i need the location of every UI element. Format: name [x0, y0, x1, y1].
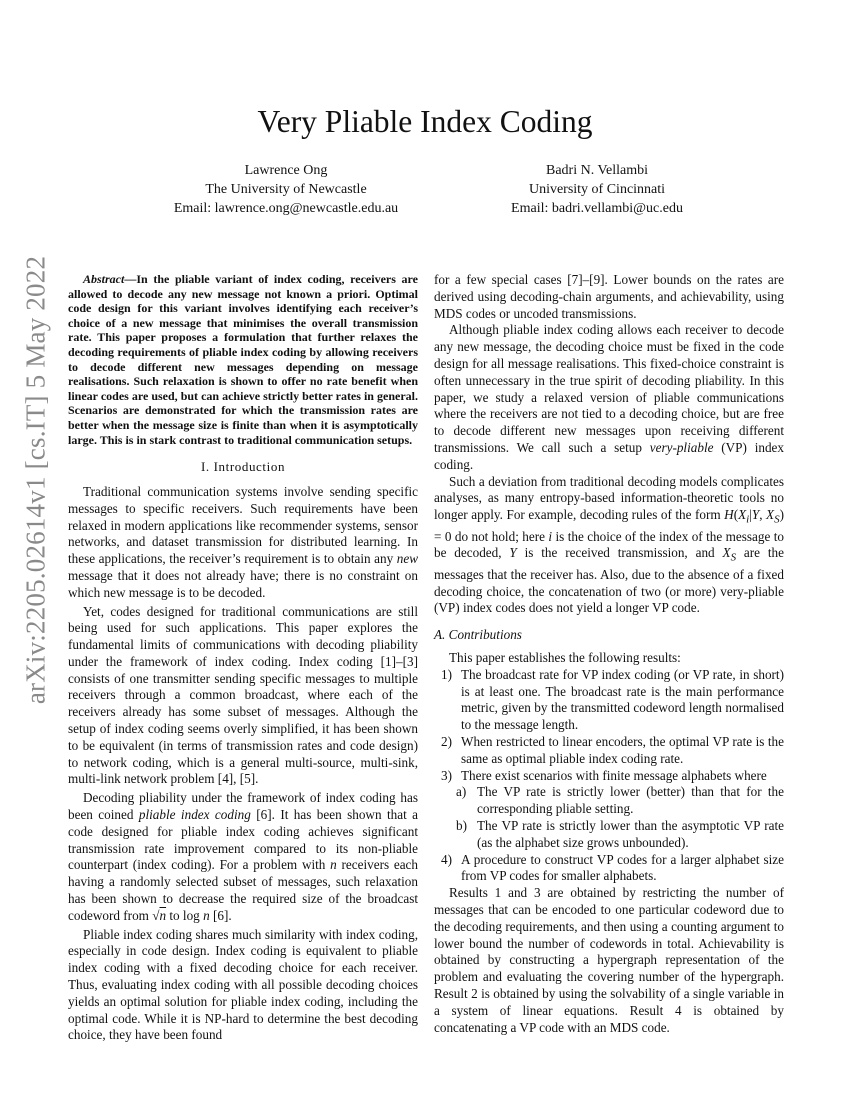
list-number: 4) [441, 851, 452, 867]
arxiv-identifier-text: arXiv:2205.02614v1 [cs.IT] 5 May 2022 [20, 255, 51, 705]
list-text: The VP rate is strictly lower (better) than that for the corresponding pliable setting. [477, 784, 784, 817]
sub-contributions-list [434, 784, 784, 851]
list-item [434, 818, 784, 852]
list-number: 2) [441, 734, 452, 749]
intro-paragraph-5 [434, 322, 784, 473]
author-affiliation: University of Cincinnati [528, 182, 666, 197]
text-run: message that it does not already have; there is no constraint on which new message is to be decoded. [68, 567, 418, 600]
intro-paragraph-3 [68, 790, 418, 924]
text-run: ( [733, 507, 739, 523]
contributions-intro: This paper establishes the following results: [449, 650, 681, 666]
intro-paragraph-1 [68, 484, 418, 602]
author-name: Badri N. Vellambi [545, 163, 648, 178]
text-run: Traditional communication systems involve sending specific messages to specific receivers. Such requirements have been relaxed in modern applications like recommender systems, sensor networks, and dataset transmission for distributed learning. In these applications, the receiver’s requirement is to obtain any [68, 483, 418, 567]
author-block-2 [447, 161, 747, 218]
list-text: When restricted to linear encoders, the optimal VP rate is the same as optimal pliable index coding rate. [461, 734, 784, 766]
list-number: a) [456, 784, 467, 800]
text-run: ) = 0 [434, 507, 785, 544]
emphasis: pliable index coding [138, 807, 251, 823]
text-run: do not hold; here [451, 528, 549, 544]
paper-title: Very Pliable Index Coding [257, 104, 593, 139]
text-run: Although pliable index coding allows each receiver to decode any new message, the decoding choice must be fixed in the code design for all message realisations. This fixed-choice constraint is often unnecessary in the true spirit of decoding pliability. In this paper, we study a relaxed version of pliable communications where the receivers are not tied to a decoding choice, but are free to decode different new messages upon receiving different transmissions. We call such a setup [434, 322, 784, 455]
right-column [434, 272, 784, 1036]
math-var: n [159, 907, 167, 923]
text-run: is the choice of the index of the message to be decoded, [434, 528, 784, 561]
subsection-heading-contributions: A. Contributions [434, 627, 522, 643]
list-text: The broadcast rate for VP index coding (or VP rate, in short) is at least one. The broadcast rate is the main performance metric, given by the transmitted codeword length normalised to the message length. [461, 666, 784, 733]
section-heading-introduction: I. Introduction [200, 459, 286, 475]
author-affiliation: The University of Newcastle [205, 182, 367, 197]
author-email: Email: lawrence.ong@newcastle.edu.au [173, 201, 399, 216]
list-item [434, 768, 784, 785]
list-item [434, 667, 784, 734]
text-run: [6]. It has been shown that a code designed for pliable index coding achieves significant transmission rate improvement compared to its non-pliable counterpart (index coding). For a problem with [68, 807, 419, 873]
intro-paragraph-2: Yet, codes designed for traditional communications are still being used for such applications. This paper explores the fundamental limits of communications with decoding pliability under the framework of index coding. Index coding [1]–[3] consists of one transmitter sending specific messages to multiple receivers through a common broadcast, where each of the receivers already has some subset of messages. Although the setup of index coding seems overly simplified, it has been shown to be equivalent (in terms of transmission rates and code design) to network coding, which is a general multi-source, multi-sink, multi-link network problem [4], [5]. [68, 603, 418, 787]
math-var: Y [751, 507, 760, 523]
math-var: X [722, 545, 731, 561]
list-number: 1) [441, 666, 452, 682]
list-number: 3) [441, 767, 452, 783]
author-block-1 [136, 161, 436, 218]
list-number: b) [456, 817, 467, 833]
math-subscript: i [746, 513, 750, 526]
list-item [434, 734, 784, 768]
text-run: receivers each having a randomly selected subset of messages, such relaxation has been shown to decrease the required size of the broadcast codeword from [68, 857, 418, 923]
list-text: A procedure to construct VP codes for a larger alphabet size from VP codes for smaller alphabets. [461, 851, 784, 884]
list-item [434, 852, 784, 886]
math-var: n [330, 857, 337, 873]
list-text: The VP rate is strictly lower than the asymptotic VP rate (as the alphabet size grows unbounded). [477, 817, 784, 850]
abstract-text: In the pliable variant of index coding, receivers are allowed to decode any new message not known a priori. Optimal code design for this variant involves identifying each receiver’s choice of a new message that minimises the overall transmission rate. This paper proposes a formulation that further relaxes the decoding requirements of pliable index coding by allowing receivers to decode different new messages depending on message realisations. Such relaxation is shown to offer no rate benefit when linear codes are used, but can achieve strictly better rates in general. Scenarios are demonstrated for which the transmission rates are better when the message size is finite than when it is asymptotically large. This is in stark contrast to traditional communication setups. [68, 272, 418, 447]
math-var: H [724, 507, 734, 523]
text-run: to log [166, 907, 204, 923]
abstract-dash: — [124, 272, 137, 286]
text-run: (VP) index coding. [434, 439, 784, 472]
text-run: | [749, 507, 752, 523]
author-email: Email: badri.vellambi@uc.edu [511, 201, 683, 216]
intro-paragraph-4-continued: for a few special cases [7]–[9]. Lower bounds on the rates are derived using decoding-chain arguments, and achievability, using MDS codes or uncoded transmissions. [434, 272, 784, 321]
emphasis: very-pliable [649, 439, 714, 455]
author-name: Lawrence Ong [244, 163, 328, 178]
math-var: X [738, 507, 747, 523]
math-var: n [203, 907, 210, 923]
text-run: [6]. [209, 907, 232, 923]
text-run: are the messages that the receiver has. Also, due to the absence of a fixed decoding choice, the concatenation of two (or more) very-pliable (VP) index codes does not yield a longer VP code. [434, 545, 784, 616]
text-run: , [759, 507, 767, 523]
abstract [68, 272, 418, 447]
arxiv-identifier [14, 255, 58, 705]
intro-paragraph-4: Pliable index coding shares much similarity with index coding, especially in code design. Index coding is equivalent to pliable index coding with a fixed decoding choice for each receiver. Thus, evaluating index coding with all possible decoding choices yields an optimal solution for pliable index coding, including the optimal code. While it is NP-hard to determine the best decoding choice, they have been found [68, 926, 418, 1043]
list-item [434, 784, 784, 818]
intro-paragraph-6 [434, 474, 784, 618]
math-var: X [766, 507, 775, 523]
math-var: Y [509, 545, 517, 561]
text-run: is the received transmission, and [516, 545, 723, 561]
text-run: Such a deviation from traditional decoding models complicates analyses, as many entropy-based information-theoretic tools no longer apply. For example, decoding rules of the form [434, 473, 784, 523]
emphasis: new [396, 551, 418, 567]
math-subscript: S [774, 513, 780, 526]
text-run: Decoding pliability under the framework of index coding has been coined [68, 790, 418, 823]
left-column [68, 272, 418, 1044]
list-text: There exist scenarios with finite message alphabets where [461, 767, 767, 783]
contributions-list [434, 667, 784, 785]
sqrt-symbol: √ [152, 907, 160, 923]
contributions-list-continued [434, 852, 784, 886]
abstract-label: Abstract [83, 272, 125, 286]
math-var: i [548, 528, 553, 544]
math-subscript: S [730, 552, 737, 565]
results-paragraph: Results 1 and 3 are obtained by restricting the number of messages that can be encoded to one particular codeword due to the decoding requirements, and then using a counting argument to lower bound the number of codewords in total. Achievability is obtained by constructing a hypergraph representation of the problem and evaluating the covering number of the hypergraph. Result 2 is obtained by using the solvability of a single variable in a system of linear equations. Result 4 is obtained by concatenating a VP code with an MDS code. [434, 885, 784, 1035]
